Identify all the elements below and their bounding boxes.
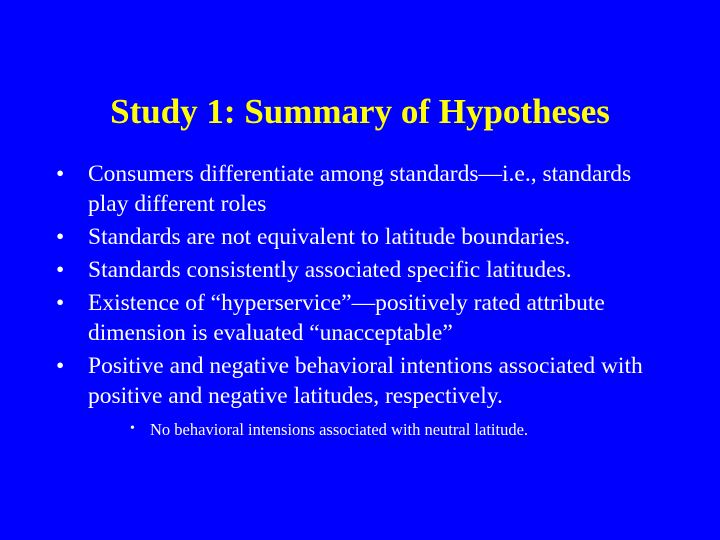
bullet-list — [56, 159, 676, 443]
bullet-marker: • — [56, 161, 65, 187]
bullet-text: Consumers differentiate among standards—i.e., standards play different roles — [88, 161, 632, 217]
bullet-text: Existence of “hyperservice”—positively rated attribute dimension is evaluated “unacceptable” — [88, 290, 605, 346]
bullet-item — [56, 255, 676, 285]
bullet-text: Standards consistently associated specific latitudes. — [88, 257, 572, 283]
bullet-item — [56, 222, 676, 252]
bullet-marker: • — [56, 290, 65, 316]
bullet-item — [56, 288, 676, 348]
bullet-text: Standards are not equivalent to latitude boundaries. — [88, 224, 571, 250]
slide-title: Study 1: Summary of Hypotheses — [110, 92, 610, 131]
sub-bullet-marker: • — [130, 421, 135, 436]
bullet-marker: • — [56, 224, 65, 250]
bullet-marker: • — [56, 257, 65, 283]
sub-bullet-text: No behavioral intensions associated with neutral latitude. — [150, 420, 529, 439]
bullet-marker: • — [56, 353, 65, 379]
bullet-item — [56, 159, 676, 219]
sub-bullet-item — [130, 420, 676, 440]
bullet-text: Positive and negative behavioral intentions associated with positive and negative latitudes, respectively. — [88, 353, 643, 409]
bullet-item — [56, 351, 676, 440]
